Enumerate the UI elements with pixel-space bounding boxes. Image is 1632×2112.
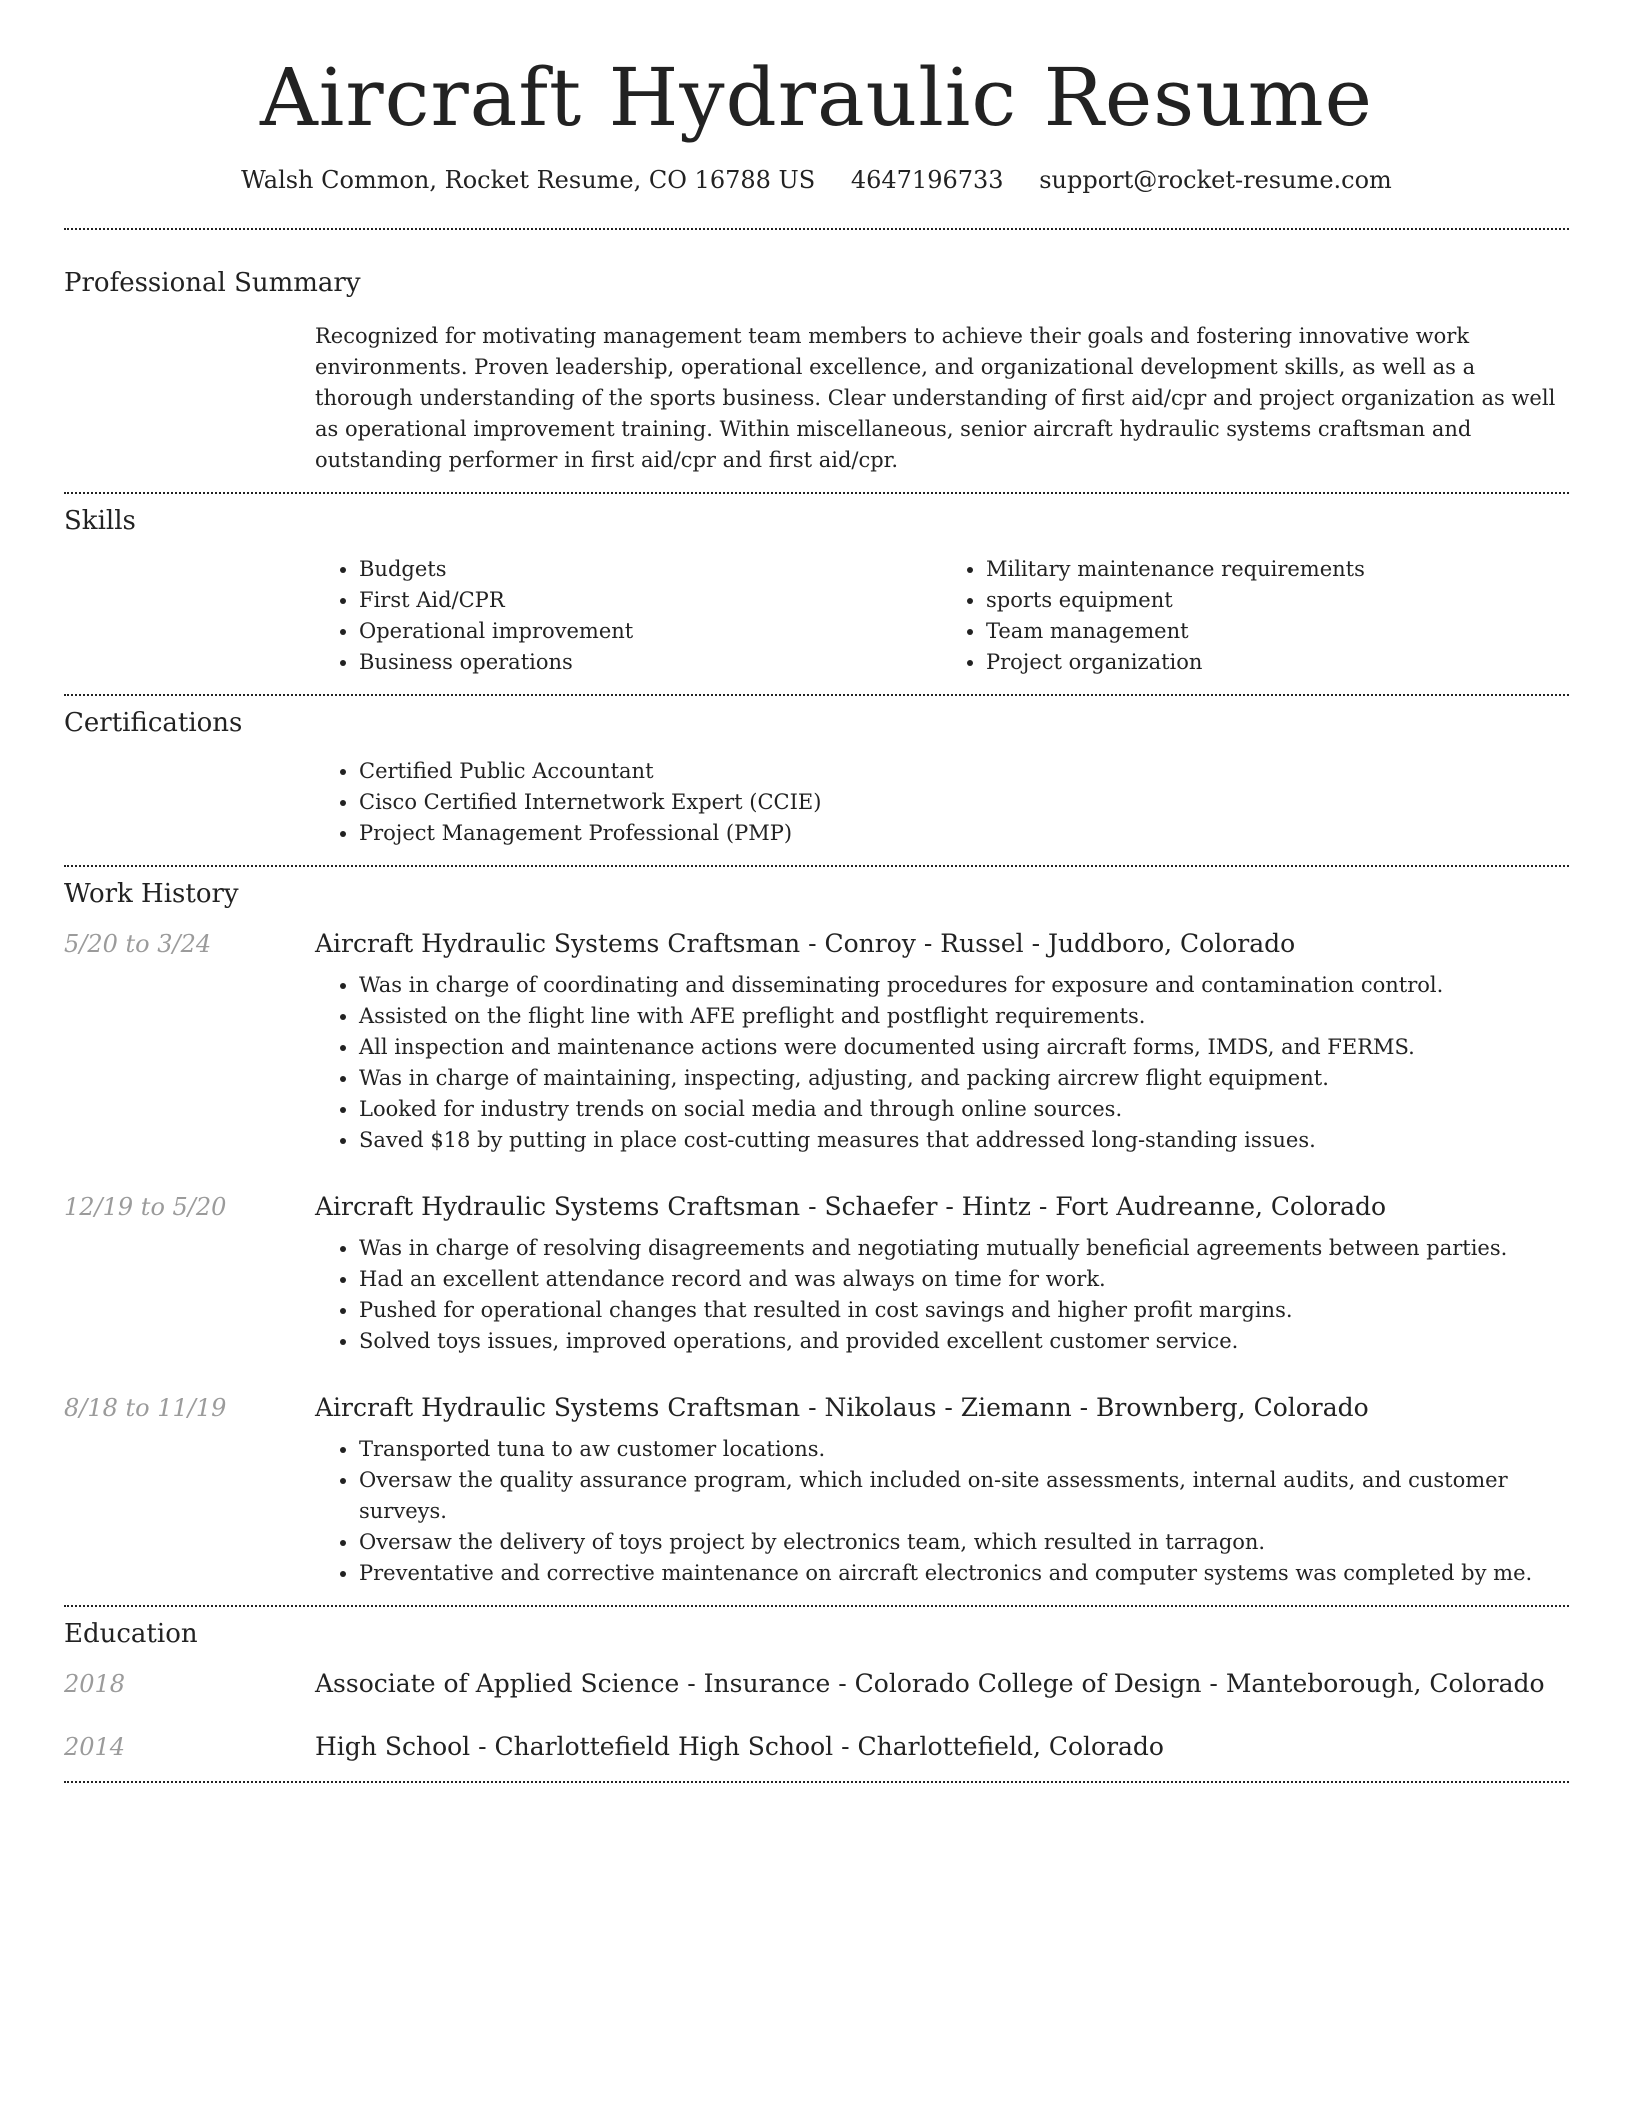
list-item: • Looked for industry trends on social media and through online sources.: [359, 1094, 1569, 1125]
job-entry: [64, 929, 1569, 958]
list-item: • All inspection and maintenance actions were documented using aircraft forms, IMDS, and FERMS.: [359, 1032, 1569, 1063]
list-item: • Military maintenance requirements: [986, 554, 1569, 585]
contact-address: Walsh Common, Rocket Resume, CO 16788 US: [241, 166, 816, 194]
job-bullets: [315, 1434, 1569, 1589]
divider: [64, 1605, 1569, 1607]
list-item: • First Aid/CPR: [359, 585, 942, 616]
contact-phone: 4647196733: [850, 166, 1004, 194]
job-bullets: [315, 1233, 1569, 1357]
list-item: • Pushed for operational changes that resulted in cost savings and higher profit margins.: [359, 1295, 1569, 1326]
certifications-list: [315, 756, 1569, 849]
job-title: Aircraft Hydraulic Systems Craftsman - Schaefer - Hintz - Fort Audreanne, Colorado: [315, 1192, 1387, 1221]
job-dates: 12/19 to 5/20: [64, 1193, 227, 1221]
education-heading: Education: [64, 1619, 198, 1649]
certifications-heading: Certifications: [64, 708, 243, 738]
contact-email: support@rocket-resume.com: [1039, 166, 1392, 194]
divider: [64, 694, 1569, 696]
list-item: • Cisco Certified Internetwork Expert (CCIE): [359, 787, 1569, 818]
skills-list: [315, 554, 1569, 678]
work-history-heading: Work History: [64, 879, 239, 909]
list-item: • Had an excellent attendance record and was always on time for work.: [359, 1264, 1569, 1295]
list-item: • Was in charge of maintaining, inspecting, adjusting, and packing aircrew flight equipment.: [359, 1063, 1569, 1094]
job-dates: 5/20 to 3/24: [64, 930, 212, 958]
list-item: • Business operations: [359, 647, 942, 678]
divider: [64, 865, 1569, 867]
list-item: • Transported tuna to aw customer locations.: [359, 1434, 1569, 1465]
list-item: • Project organization: [986, 647, 1569, 678]
job-title: Aircraft Hydraulic Systems Craftsman - Nikolaus - Ziemann - Brownberg, Colorado: [315, 1393, 1369, 1422]
resume-title: Aircraft Hydraulic Resume: [260, 51, 1373, 144]
list-item: • Saved $18 by putting in place cost-cutting measures that addressed long-standing issues.: [359, 1125, 1569, 1156]
resume-page: [64, 0, 1569, 1783]
list-item: • Preventative and corrective maintenance on aircraft electronics and computer systems was completed by me.: [359, 1558, 1569, 1589]
list-item: • Oversaw the quality assurance program, which included on-site assessments, internal audits, and customer surveys.: [359, 1465, 1569, 1527]
list-item: • Project Management Professional (PMP): [359, 818, 1569, 849]
list-item: • Solved toys issues, improved operations, and provided excellent customer service.: [359, 1326, 1569, 1357]
list-item: • Team management: [986, 616, 1569, 647]
divider: [64, 228, 1569, 230]
list-item: • Assisted on the flight line with AFE preflight and postflight requirements.: [359, 1001, 1569, 1032]
job-entry: [64, 1192, 1569, 1221]
list-item: • Was in charge of resolving disagreements and negotiating mutually beneficial agreements between parties.: [359, 1233, 1569, 1264]
skills-left-column: [315, 554, 942, 678]
job-entry: [64, 1393, 1569, 1422]
divider: [64, 492, 1569, 494]
job-dates: 8/18 to 11/19: [64, 1394, 227, 1422]
skills-heading: Skills: [64, 506, 136, 536]
job-bullets: [315, 970, 1569, 1156]
list-item: • Was in charge of coordinating and disseminating procedures for exposure and contamination control.: [359, 970, 1569, 1001]
list-item: • sports equipment: [986, 585, 1569, 616]
list-item: • Oversaw the delivery of toys project by electronics team, which resulted in tarragon.: [359, 1527, 1569, 1558]
skills-right-column: [942, 554, 1569, 678]
divider: [64, 1781, 1569, 1783]
summary-heading: Professional Summary: [64, 268, 361, 298]
list-item: • Operational improvement: [359, 616, 942, 647]
list-item: • Budgets: [359, 554, 942, 585]
education-entry: [64, 1732, 1569, 1761]
education-year: 2014: [64, 1733, 126, 1761]
education-year: 2018: [64, 1670, 126, 1698]
education-entry: [64, 1669, 1569, 1698]
education-title: High School - Charlottefield High School - Charlottefield, Colorado: [315, 1732, 1164, 1761]
contact-line: [64, 166, 1569, 194]
list-item: • Certified Public Accountant: [359, 756, 1569, 787]
job-title: Aircraft Hydraulic Systems Craftsman - Conroy - Russel - Juddboro, Colorado: [315, 929, 1296, 958]
summary-text: Recognized for motivating management team members to achieve their goals and fostering innovative work environments. Proven leadership, operational excellence, and organizational development skills, as well as a thorough understanding of the sports business. Clear understanding of first aid/cpr and project organization as well as operational improvement training. Within miscellaneous, senior aircraft hydraulic systems craftsman and outstanding performer in first aid/cpr and first aid/cpr.: [315, 324, 1556, 472]
education-title: Associate of Applied Science - Insurance - Colorado College of Design - Manteborough, Colorado: [315, 1669, 1545, 1698]
